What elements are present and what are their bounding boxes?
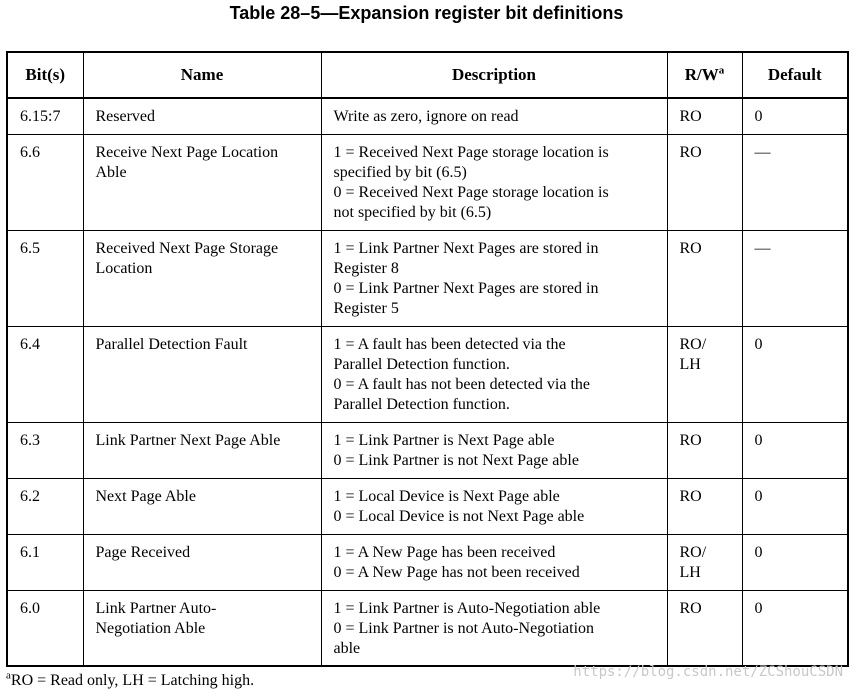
name-cell: [83, 326, 321, 422]
table-title: Table 28–5—Expansion register bit definitions: [229, 3, 624, 23]
rw-cell-line: RO: [679, 143, 702, 161]
name-cell: [83, 134, 321, 230]
description-cell: [321, 134, 667, 230]
rw-cell-line: LH: [679, 355, 701, 373]
name-cell-line: Location: [95, 259, 153, 277]
description-cell-line: 1 = Link Partner Next Pages are stored in: [333, 239, 599, 257]
rw-cell-line: RO: [679, 431, 702, 449]
description-cell-line: not specified by bit (6.5): [333, 203, 492, 221]
description-cell-line: 0 = Link Partner is not Next Page able: [333, 451, 579, 469]
rw-cell: [667, 478, 742, 534]
table-row: [7, 230, 848, 326]
description-cell-line: 0 = A New Page has not been received: [333, 563, 580, 581]
rw-cell-line: RO/: [679, 543, 707, 561]
default-cell: 0: [742, 534, 848, 590]
bit-cell: 6.1: [7, 534, 83, 590]
rw-cell: [667, 230, 742, 326]
table-row: [7, 98, 848, 134]
footnote: [6, 669, 255, 690]
header-description: Description: [321, 52, 667, 98]
rw-cell-line: LH: [679, 563, 701, 581]
header-name: Name: [83, 52, 321, 98]
header-rw-label: R/W: [684, 65, 719, 84]
description-cell-line: 0 = Link Partner Next Pages are stored in: [333, 279, 599, 297]
description-cell-line: Register 8: [333, 259, 399, 277]
rw-cell: [667, 422, 742, 478]
name-cell: [83, 590, 321, 666]
table-row: [7, 326, 848, 422]
bit-cell: 6.6: [7, 134, 83, 230]
rw-cell: [667, 534, 742, 590]
rw-cell: [667, 590, 742, 666]
name-cell: [83, 422, 321, 478]
footnote-text: RO = Read only, LH = Latching high.: [10, 672, 255, 689]
description-cell-line: 0 = Received Next Page storage location is: [333, 183, 609, 201]
description-cell-line: Parallel Detection function.: [333, 395, 510, 413]
default-cell: —: [742, 230, 848, 326]
description-cell: [321, 230, 667, 326]
name-cell: [83, 478, 321, 534]
default-cell: 0: [742, 590, 848, 666]
rw-cell-line: RO: [679, 487, 702, 505]
description-cell-line: 1 = A fault has been detected via the: [333, 335, 566, 353]
footnote-marker: a: [6, 669, 11, 682]
table-row: [7, 590, 848, 666]
description-cell-line: 1 = Link Partner is Auto-Negotiation able: [333, 599, 601, 617]
name-cell: [83, 534, 321, 590]
rw-cell: [667, 134, 742, 230]
rw-cell: [667, 326, 742, 422]
header-default: Default: [742, 52, 848, 98]
rw-cell-line: RO/: [679, 335, 707, 353]
description-cell-line: 1 = A New Page has been received: [333, 543, 556, 561]
name-cell-line: Next Page Able: [95, 487, 196, 505]
header-bits: Bit(s): [7, 52, 83, 98]
bit-cell: 6.15:7: [7, 98, 83, 134]
bit-cell: 6.4: [7, 326, 83, 422]
description-cell-line: 1 = Received Next Page storage location is: [333, 143, 609, 161]
default-cell: 0: [742, 422, 848, 478]
default-cell: 0: [742, 98, 848, 134]
name-cell-line: Link Partner Next Page Able: [95, 431, 281, 449]
rw-cell-line: RO: [679, 599, 702, 617]
description-cell: [321, 590, 667, 666]
name-cell: [83, 230, 321, 326]
default-cell: —: [742, 134, 848, 230]
name-cell-line: Parallel Detection Fault: [95, 335, 248, 353]
description-cell-line: Parallel Detection function.: [333, 355, 510, 373]
description-cell-line: 0 = Local Device is not Next Page able: [333, 507, 585, 525]
rw-cell-line: RO: [679, 108, 702, 125]
description-cell: [321, 534, 667, 590]
description-cell-line: 0 = A fault has not been detected via the: [333, 375, 590, 393]
description-cell: [321, 98, 667, 134]
description-cell-line: 0 = Link Partner is not Auto-Negotiation: [333, 619, 595, 637]
name-cell: [83, 98, 321, 134]
rw-cell-line: RO: [679, 239, 702, 257]
name-cell-line: Able: [95, 163, 127, 181]
header-row: [7, 52, 848, 98]
table-row: [7, 134, 848, 230]
name-cell-line: Received Next Page Storage: [95, 239, 279, 257]
description-cell-line: Write as zero, ignore on read: [333, 108, 519, 125]
description-cell-line: 1 = Local Device is Next Page able: [333, 487, 560, 505]
name-cell-line: Receive Next Page Location: [95, 143, 279, 161]
table-row: [7, 422, 848, 478]
header-rw: [667, 52, 742, 98]
name-cell-line: Page Received: [95, 543, 191, 561]
description-cell-line: able: [333, 639, 361, 657]
description-cell-line: 1 = Link Partner is Next Page able: [333, 431, 555, 449]
name-cell-line: Reserved: [95, 108, 156, 125]
description-cell: [321, 422, 667, 478]
name-cell-line: Link Partner Auto-: [95, 599, 217, 617]
table-row: [7, 478, 848, 534]
rw-cell: [667, 98, 742, 134]
bit-cell: 6.2: [7, 478, 83, 534]
watermark: https://blog.csdn.net/ZCShouCSDN: [573, 664, 843, 680]
default-cell: 0: [742, 326, 848, 422]
register-table: [6, 51, 849, 667]
bit-cell: 6.3: [7, 422, 83, 478]
default-cell: 0: [742, 478, 848, 534]
description-cell-line: specified by bit (6.5): [333, 163, 467, 181]
table-row: [7, 534, 848, 590]
bit-cell: 6.0: [7, 590, 83, 666]
description-cell: [321, 326, 667, 422]
header-rw-footnote-marker: a: [718, 64, 725, 77]
name-cell-line: Negotiation Able: [95, 619, 206, 637]
description-cell: [321, 478, 667, 534]
bit-cell: 6.5: [7, 230, 83, 326]
description-cell-line: Register 5: [333, 299, 399, 317]
